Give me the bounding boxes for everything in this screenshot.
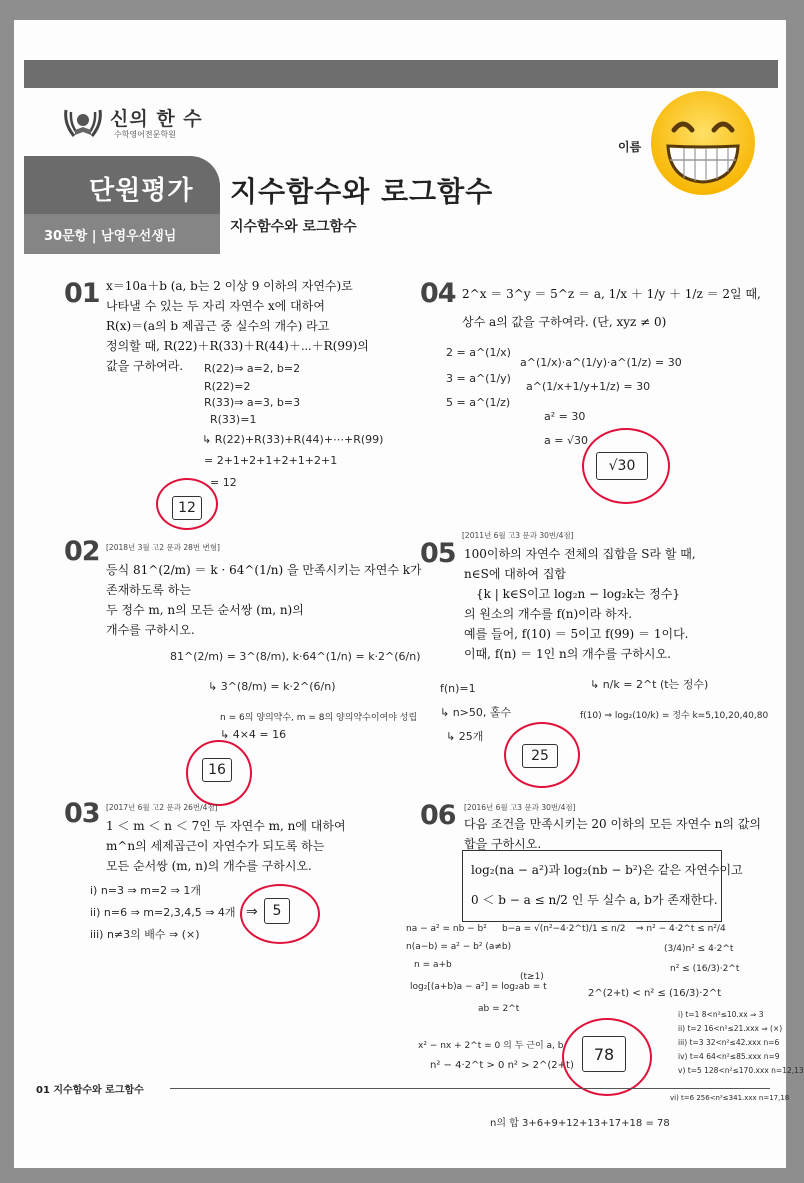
handwritten-work: f(10) ⇒ log₂(10/k) = 정수 k=5,10,20,40,80 [580, 711, 769, 721]
unit-info: 30문항 | 남영우선생님 [44, 229, 177, 244]
brand-subtitle: 수학영어전문학원 [114, 130, 176, 139]
question-line: {k | k∈S이고 log₂n − log₂k는 정수} [476, 587, 680, 601]
question-text-01 [106, 276, 369, 376]
handwritten-work: iv) t=4 64<n²≤85.xxx n=9 [678, 1052, 780, 1061]
handwritten-work: ↳ n/k = 2^t (t는 정수) [590, 678, 709, 691]
handwritten-work: (t≥1) [520, 972, 544, 982]
academy-logo [62, 104, 262, 144]
handwritten-work: (3/4)n² ≤ 4·2^t [664, 944, 734, 954]
handwritten-work: a^(1/x+1/y+1/z) = 30 [526, 380, 651, 393]
question-line: 상수 a의 값을 구하여라. (단, xyz ≠ 0) [462, 315, 667, 329]
question-line: 2^x ＝ 3^y ＝ 5^z ＝ a, 1/x ＋ 1/y ＋ 1/z ＝ 2일 때, [462, 287, 761, 301]
brand-name: 신의 한 수 [110, 108, 203, 130]
answer-box-03: 5 [264, 898, 290, 924]
question-source-06: [2016년 6월 고3 문과 30번/4점] [464, 803, 576, 812]
question-text-02 [106, 560, 422, 640]
handwritten-work: ab = 2^t [478, 1004, 520, 1014]
handwritten-work: ↳ 25개 [446, 730, 484, 743]
grinning-emoji-icon [648, 88, 758, 198]
handwritten-work: ↳ n>50, 홀수 [440, 706, 512, 719]
handwritten-work: 2^(2+t) < n² ≤ (16/3)·2^t [588, 988, 722, 999]
condition-line: 0 ＜ b − a ≤ n/2 인 두 실수 a, b가 존재한다. [471, 893, 718, 907]
question-text-03 [106, 816, 346, 876]
question-line: 예를 들어, f(10) ＝ 5이고 f(99) ＝ 1이다. [464, 627, 689, 641]
question-source-03: [2017년 6월 고2 문과 26번/4점] [106, 803, 218, 812]
question-line: n∈S에 대하여 집합 [464, 567, 567, 581]
handwritten-work: vi) t=6 256<n²≤341.xxx n=17,18 [670, 1094, 790, 1102]
answer-box-01: 12 [172, 496, 202, 520]
top-band [24, 60, 778, 88]
unit-info-bar [24, 214, 220, 254]
question-line: 두 정수 m, n의 모든 순서쌍 (m, n)의 [106, 603, 304, 617]
handwritten-work: b−a = √(n²−4·2^t)/1 ≤ n/2 [502, 924, 626, 934]
question-line: R(x)＝(a의 b 제곱근 중 실수의 개수) 라고 [106, 319, 330, 333]
question-source-05: [2011년 6월 고3 문과 30번/4점] [462, 531, 574, 540]
unit-title: 단원평가 [89, 176, 194, 206]
handwritten-work: a^(1/x)·a^(1/y)·a^(1/z) = 30 [520, 356, 682, 369]
answer-box-04: √30 [596, 452, 648, 480]
question-text-05 [464, 544, 696, 664]
handwritten-work: i) t=1 8<n²≤10.xx ⇒ 3 [678, 1010, 764, 1019]
question-line: 값을 구하여라. [106, 359, 184, 373]
answer-box-05: 25 [522, 744, 558, 768]
question-line: 나타낼 수 있는 두 자리 자연수 x에 대하여 [106, 299, 325, 313]
answer-box-06: 78 [582, 1036, 626, 1072]
handwritten-work: 5 = a^(1/z) [446, 396, 511, 409]
handwritten-work: 81^(2/m) = 3^(8/m), k·64^(1/n) = k·2^(6/n) [170, 650, 421, 663]
question-line: 이때, f(n) ＝ 1인 n의 개수를 구하시오. [464, 647, 671, 661]
handwritten-work: n = 6의 양의약수, m = 8의 양의약수이여야 성립 [220, 713, 418, 723]
handwritten-work: f(n)=1 [440, 682, 476, 695]
question-line: x＝10a＋b (a, b는 2 이상 9 이하의 자연수)로 [106, 279, 353, 293]
condition-line: log₂(na − a²)과 log₂(nb − b²)은 같은 자연수이고 [471, 863, 743, 877]
question-number-06: 06 [420, 800, 456, 831]
question-text-04 [462, 284, 761, 332]
condition-box [462, 850, 743, 922]
question-line: 합을 구하시오. [464, 837, 542, 851]
worksheet-page [14, 20, 804, 1168]
handwritten-work: x² − nx + 2^t = 0 의 두 근이 a, b [418, 1041, 564, 1051]
page-subtitle: 지수함수와 로그함수 [230, 219, 357, 235]
question-line: 다음 조건을 만족시키는 20 이하의 모든 자연수 n의 값의 [464, 817, 761, 831]
handwritten-work: na − a² = nb − b² [406, 924, 487, 934]
question-line: 모든 순서쌍 (m, n)의 개수를 구하시오. [106, 859, 312, 873]
answer-box-02: 16 [202, 758, 232, 782]
handwritten-work: n(a−b) = a² − b² (a≠b) [406, 942, 512, 952]
handwritten-work: ⇒ n² − 4·2^t ≤ n²/4 [636, 924, 726, 934]
question-line: 존재하도록 하는 [106, 583, 191, 597]
handwritten-work: R(22)⇒ a=2, b=2 [204, 362, 301, 375]
question-number-04: 04 [420, 278, 456, 309]
handwritten-work: ii) t=2 16<n²≤21.xxx ⇒ (×) [678, 1024, 783, 1033]
handwritten-work: 3 = a^(1/y) [446, 372, 511, 385]
handwritten-work: a² = 30 [544, 410, 586, 423]
question-source-02: [2018년 3월 고2 문과 28번 변형] [106, 543, 220, 552]
question-number-02: 02 [64, 536, 100, 567]
handwritten-work: a = √30 [544, 434, 588, 447]
handwritten-work: = 2+1+2+1+2+1+2+1 [204, 454, 338, 467]
handwritten-work: n² ≤ (16/3)·2^t [670, 964, 740, 974]
name-label: 이름 [618, 140, 642, 154]
laurel-book-icon [62, 106, 104, 140]
handwritten-work: = 12 [210, 476, 237, 489]
handwritten-work: log₂[(a+b)a − a²] = log₂ab = t [410, 982, 547, 992]
handwritten-work: n = a+b [414, 960, 452, 970]
page-title: 지수함수와 로그함수 [230, 175, 494, 208]
question-line: 의 원소의 개수를 f(n)이라 하자. [464, 607, 633, 621]
handwritten-work: R(33)⇒ a=3, b=3 [204, 396, 301, 409]
handwritten-work: ↳ R(22)+R(33)+R(44)+⋯+R(99) [202, 433, 384, 446]
handwritten-work: n의 합 3+6+9+12+13+17+18 = 78 [490, 1118, 670, 1129]
question-text-06 [464, 814, 761, 854]
footer-divider [170, 1088, 770, 1089]
page-footer: 01 지수함수와 로그함수 [36, 1085, 144, 1096]
unit-badge [24, 156, 220, 254]
question-line: 등식 81^(2/m) ＝ k · 64^(1/n) 을 만족시키는 자연수 k가 [106, 563, 422, 577]
handwritten-work: 2 = a^(1/x) [446, 346, 511, 359]
handwritten-work: ⇒ [246, 904, 258, 920]
handwritten-work: n² − 4·2^t > 0 n² > 2^(2+t) [430, 1060, 574, 1071]
question-line: m^n의 세제곱근이 자연수가 되도록 하는 [106, 839, 325, 853]
handwritten-work: R(33)=1 [210, 413, 257, 426]
handwritten-work: iii) t=3 32<n²≤42.xxx n=6 [678, 1038, 780, 1047]
question-number-03: 03 [64, 798, 100, 829]
question-number-01: 01 [64, 278, 100, 309]
question-line: 1 ＜ m ＜ n ＜ 7인 두 자연수 m, n에 대하여 [106, 819, 346, 833]
question-line: 정의할 때, R(22)＋R(33)＋R(44)＋⋯＋R(99)의 [106, 339, 369, 353]
handwritten-work: R(22)=2 [204, 380, 251, 393]
handwritten-work: v) t=5 128<n²≤170.xxx n=12,13 [678, 1066, 804, 1075]
handwritten-work: ↳ 3^(8/m) = k·2^(6/n) [208, 680, 336, 693]
question-line: 100이하의 자연수 전체의 집합을 S라 할 때, [464, 547, 696, 561]
handwritten-work: ↳ 4×4 = 16 [220, 728, 287, 741]
handwritten-work: i) n=3 ⇒ m=2 ⇒ 1개 [90, 884, 202, 897]
question-line: 개수를 구하시오. [106, 623, 195, 637]
question-number-05: 05 [420, 538, 456, 569]
handwritten-work: iii) n≠3의 배수 ⇒ (×) [90, 928, 200, 941]
handwritten-work: ii) n=6 ⇒ m=2,3,4,5 ⇒ 4개 [90, 906, 236, 919]
